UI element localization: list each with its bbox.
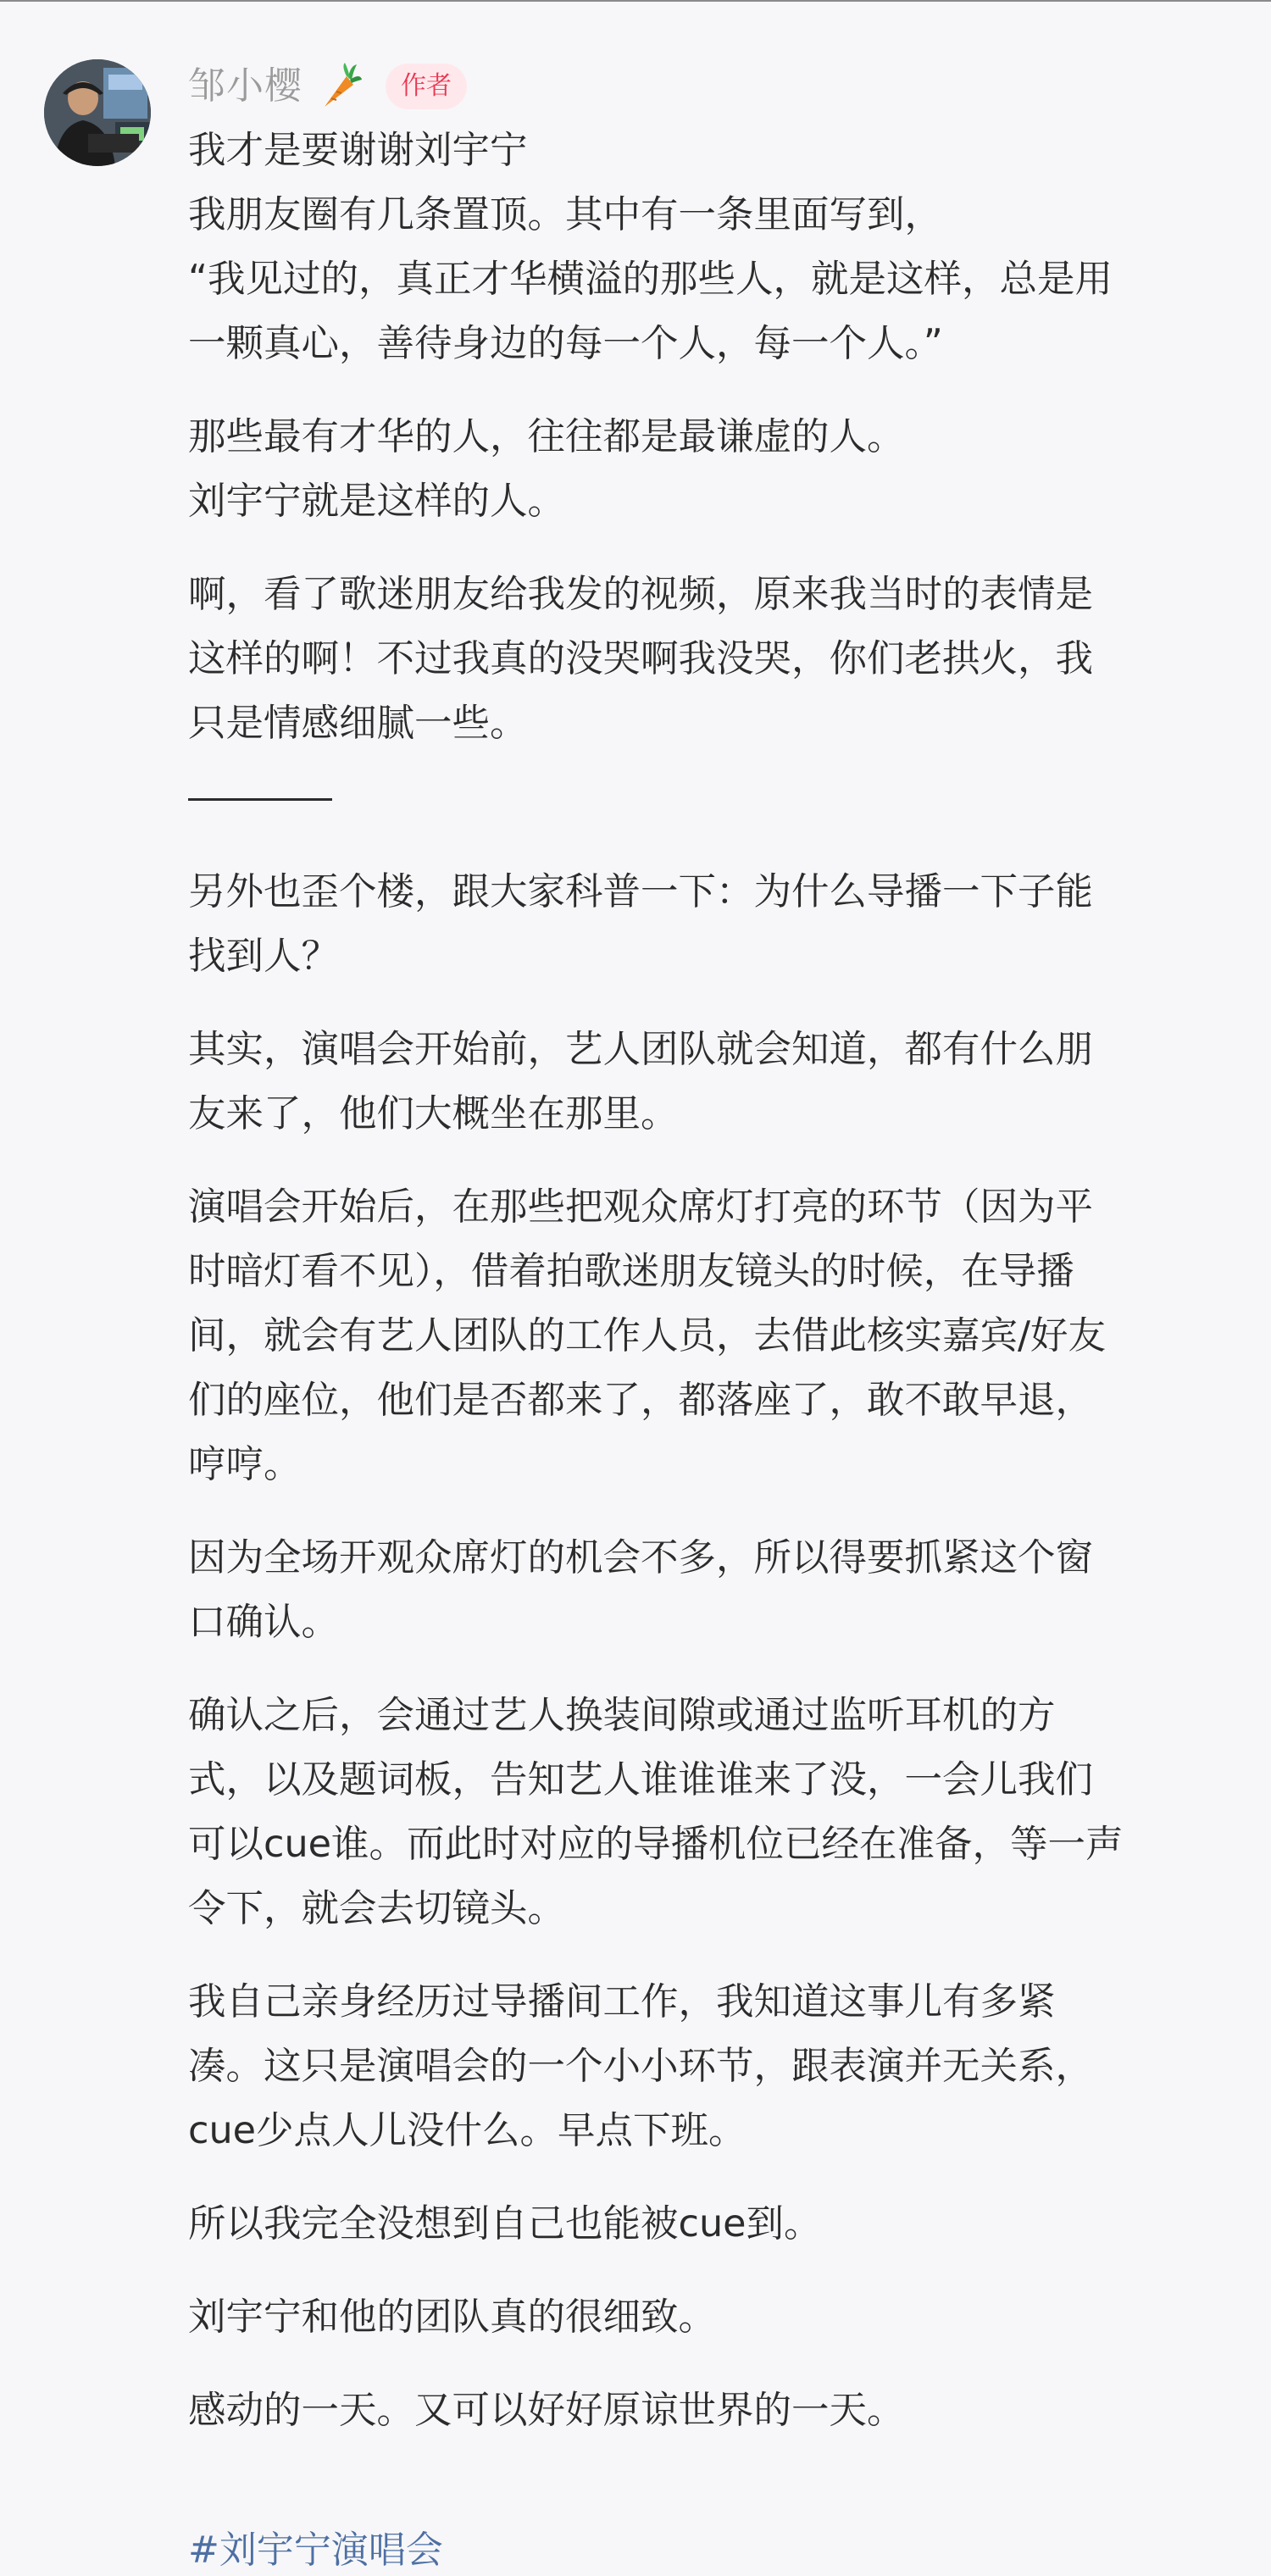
comment-line: 凑。这只是演唱会的一个小小环节，跟表演并无关系， — [188, 2045, 1094, 2088]
comment-paragraph — [188, 1684, 1256, 1941]
comment-line: 确认之后，会通过艺人换装间隙或通过监听耳机的方 — [188, 1694, 1056, 1737]
comment-body — [188, 119, 1256, 2472]
author-badge: 作者 — [386, 64, 467, 109]
comment-line: 一颗真心，善待身边的每一个人，每一个人。” — [188, 322, 943, 365]
comment-line: 因为全场开观众席灯的机会不多，所以得要抓紧这个窗 — [188, 1536, 1094, 1579]
comment-line: 可以cue谁。而此时对应的导播机位已经在准备，等一声 — [188, 1823, 1124, 1866]
comment-line: 口确认。 — [188, 1601, 340, 1644]
comment-paragraph — [188, 2379, 1256, 2443]
comment-paragraph — [188, 2192, 1256, 2257]
comment-line: 那些最有才华的人，往往都是最谦虚的人。 — [188, 415, 905, 458]
comment-header — [188, 59, 467, 114]
username[interactable]: 邹小樱 — [188, 64, 302, 108]
comment-paragraph — [188, 2285, 1256, 2350]
comment-paragraph — [188, 1526, 1256, 1655]
comment-line: 所以我完全没想到自己也能被cue到。 — [188, 2202, 822, 2246]
hashtag-link[interactable]: #刘宇宁演唱会 — [188, 2529, 443, 2572]
comment-paragraph — [188, 1970, 1256, 2163]
comment-line: 其实，演唱会开始前，艺人团队就会知道，都有什么朋 — [188, 1028, 1094, 1071]
comment-line: 刘宇宁就是这样的人。 — [188, 480, 566, 523]
comment-line: 另外也歪个楼，跟大家科普一下：为什么导播一下子能 — [188, 870, 1094, 913]
comment-line: 找到人？ — [188, 935, 340, 978]
comment-line: 这样的啊！不过我真的没哭啊我没哭，你们老拱火，我 — [188, 637, 1094, 680]
comment-line: 式，以及题词板，告知艺人谁谁谁来了没，一会儿我们 — [188, 1758, 1094, 1802]
comment-line: 时暗灯看不见），借着拍歌迷朋友镜头的时候，在导播 — [188, 1250, 1074, 1293]
comment-paragraph — [188, 1175, 1256, 1497]
comment-line: cue少点人儿没什么。早点下班。 — [188, 2109, 747, 2152]
comment-line: 我自己亲身经历过导播间工作，我知道这事儿有多紧 — [188, 1980, 1056, 2024]
comment-line: 哼哼。 — [188, 1443, 302, 1486]
carrot-icon — [316, 61, 364, 112]
comment-paragraph — [188, 405, 1256, 534]
comment-line: 们的座位，他们是否都来了，都落座了，敢不敢早退， — [188, 1379, 1094, 1422]
comment-line: 我才是要谢谢刘宇宁 — [188, 129, 528, 172]
top-divider — [0, 0, 1271, 2]
comment-line: 演唱会开始后，在那些把观众席灯打亮的环节（因为平 — [188, 1185, 1094, 1229]
comment-line: 刘宇宁和他的团队真的很细致。 — [188, 2296, 717, 2339]
comment-line: “我见过的，真正才华横溢的那些人，就是这样，总是用 — [188, 258, 1113, 301]
comment-line: 间，就会有艺人团队的工作人员，去借此核实嘉宾/好友 — [188, 1314, 1106, 1357]
avatar[interactable] — [44, 59, 151, 166]
comment-line: 我朋友圈有几条置顶。其中有一条里面写到， — [188, 193, 943, 236]
comment-line: 感动的一天。又可以好好原谅世界的一天。 — [188, 2389, 905, 2432]
avatar-icon — [44, 59, 151, 166]
comment-paragraph — [188, 119, 1256, 376]
comment-line: 友来了，他们大概坐在那里。 — [188, 1092, 679, 1135]
comment-line: 只是情感细腻一些。 — [188, 702, 528, 745]
comment-line: 令下，就会去切镜头。 — [188, 1887, 566, 1930]
section-divider — [188, 798, 332, 801]
comment-paragraph — [188, 860, 1256, 989]
comment-line: 啊，看了歌迷朋友给我发的视频，原来我当时的表情是 — [188, 573, 1094, 616]
comment-paragraph — [188, 563, 1256, 756]
comment-paragraph — [188, 1018, 1256, 1146]
